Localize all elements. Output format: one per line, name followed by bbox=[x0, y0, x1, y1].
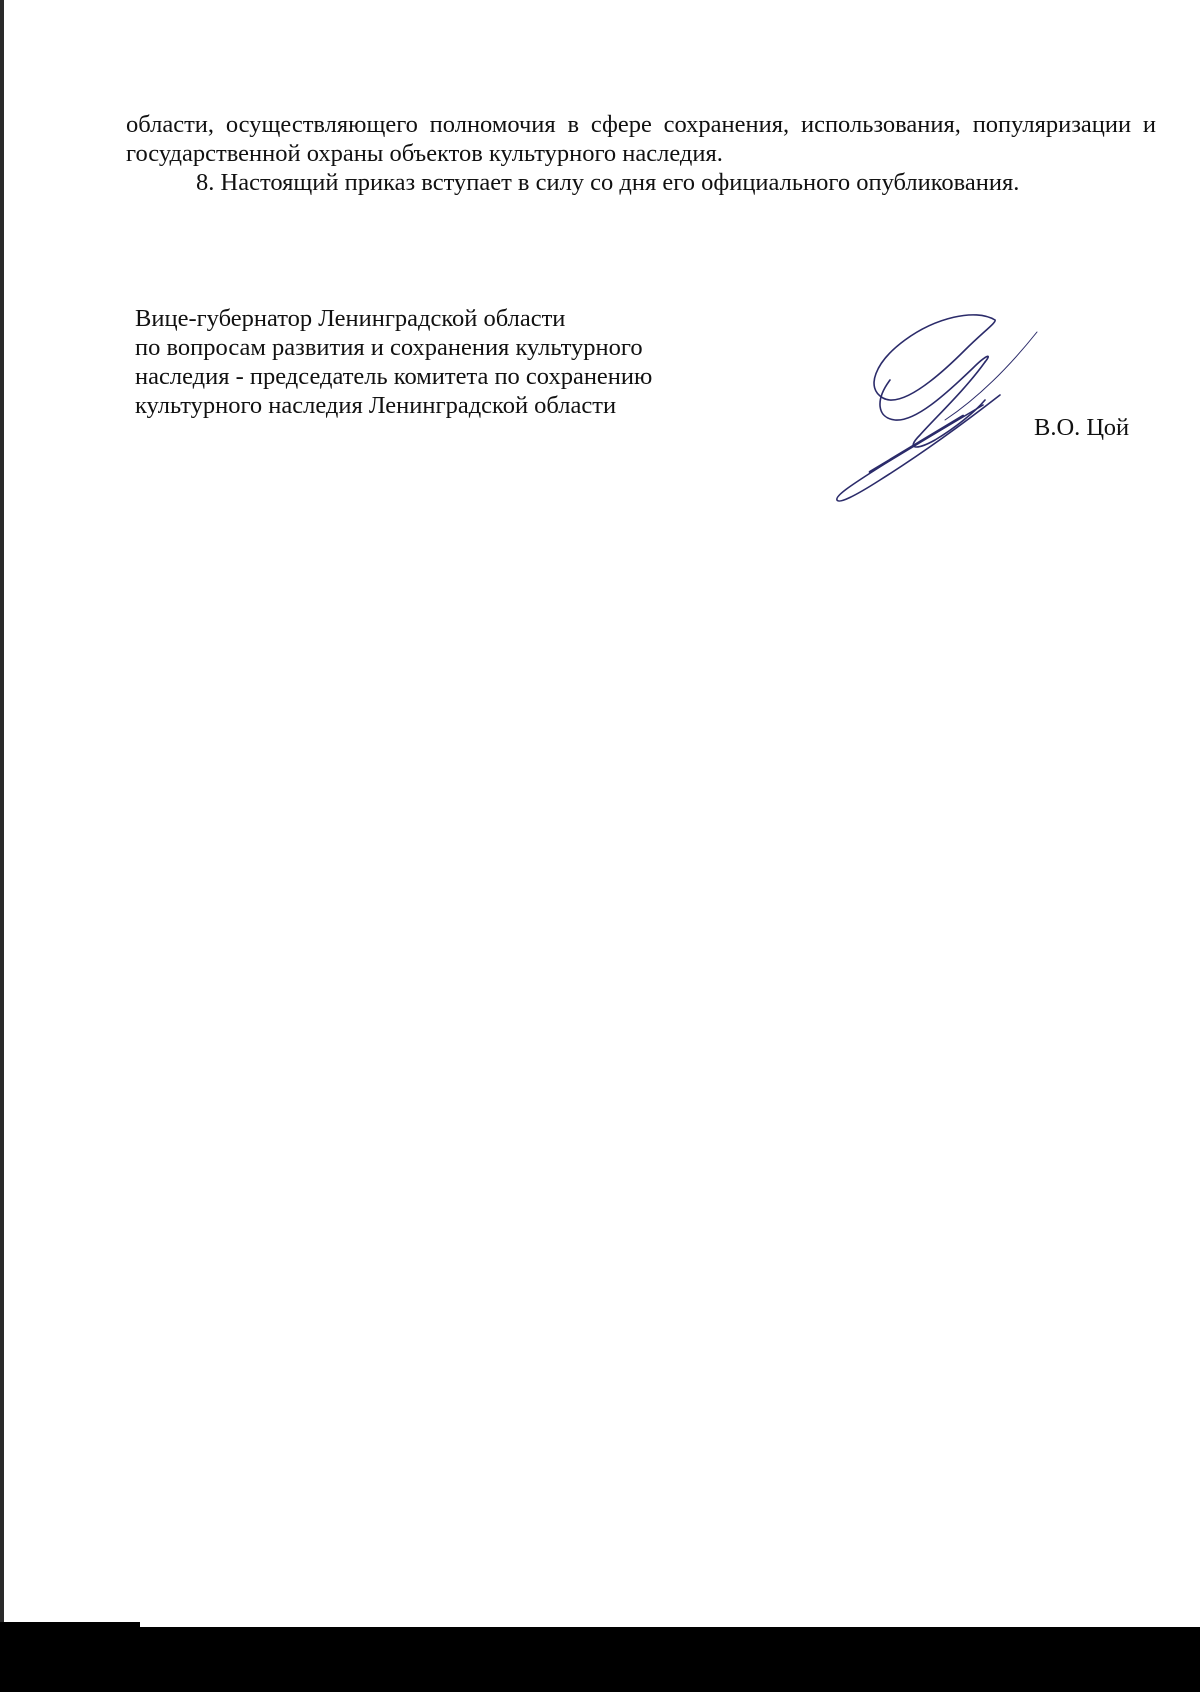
paragraph-8: 8. Настоящий приказ вступает в силу со дня его официального опубликования. bbox=[196, 169, 1020, 196]
signer-name: В.О. Цой bbox=[1034, 414, 1130, 441]
scan-bottom-border bbox=[0, 1627, 1200, 1692]
handwritten-signature bbox=[825, 300, 1055, 515]
signer-position bbox=[135, 304, 775, 420]
signer-position-line: по вопросам развития и сохранения культурного bbox=[135, 334, 643, 361]
signature-stroke bbox=[945, 332, 1037, 420]
signature-stroke bbox=[874, 315, 995, 400]
document-body bbox=[126, 110, 1156, 197]
scan-left-edge bbox=[0, 0, 4, 1630]
signature-stroke bbox=[913, 362, 985, 447]
signer-position-line: Вице-губернатор Ленинградской области bbox=[135, 305, 566, 332]
paragraph-continuation: области, осуществляющего полномочия в сфере сохранения, использования, популяризации и государственной охраны объектов культурного наследия. bbox=[126, 111, 1156, 167]
signature-stroke bbox=[880, 356, 988, 420]
signature-stroke bbox=[870, 416, 963, 472]
signer-position-line: культурного наследия Ленинградской области bbox=[135, 392, 617, 419]
signer-position-line: наследия - председатель комитета по сохранению bbox=[135, 363, 653, 390]
